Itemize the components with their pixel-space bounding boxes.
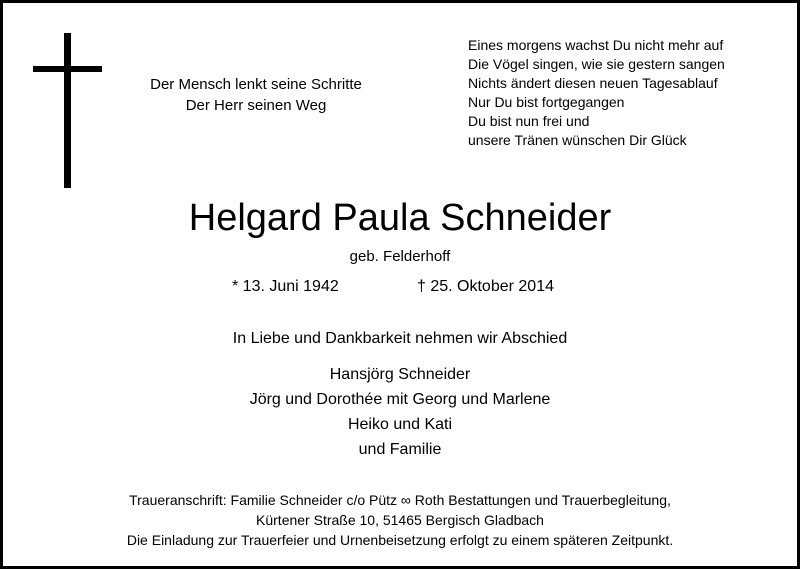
footer-line: Kürtener Straße 10, 51465 Bergisch Gladbach xyxy=(256,512,544,528)
mourner-line: Jörg und Dorothée mit Georg und Marlene xyxy=(249,391,551,408)
mourners-list xyxy=(0,362,800,462)
cross-vertical-bar xyxy=(64,33,71,188)
mourner-line: und Familie xyxy=(358,441,442,458)
cross-icon xyxy=(33,33,102,188)
poem-line: Die Vögel singen, wie sie gestern sangen xyxy=(468,56,725,72)
footer-line: Traueranschrift: Familie Schneider c/o Pütz ∞ Roth Bestattungen und Trauerbegleitung, xyxy=(129,492,671,508)
mourner-line: Hansjörg Schneider xyxy=(329,366,471,383)
deceased-name: Helgard Paula Schneider xyxy=(188,197,612,239)
cross-horizontal-bar xyxy=(33,66,102,72)
mourning-address xyxy=(0,490,800,550)
motto-line: Der Mensch lenkt seine Schritte xyxy=(150,76,362,93)
poem-line: Nur Du bist fortgegangen xyxy=(468,94,625,110)
motto-line: Der Herr seinen Weg xyxy=(185,97,327,114)
poem-line: unsere Tränen wünschen Dir Glück xyxy=(468,132,687,148)
poem-line: Eines morgens wachst Du nicht mehr auf xyxy=(468,37,724,53)
footer-line: Die Einladung zur Trauerfeier und Urnenbeisetzung erfolgt zu einem späteren Zeitpunkt. xyxy=(126,532,674,548)
bible-motto xyxy=(130,74,382,116)
poem xyxy=(468,36,788,150)
farewell-text: In Liebe und Dankbarkeit nehmen wir Abschied xyxy=(232,330,568,347)
death-date: † 25. Oktober 2014 xyxy=(417,278,554,295)
poem-line: Du bist nun frei und xyxy=(468,113,590,129)
mourner-line: Heiko und Kati xyxy=(347,416,453,433)
maiden-name: geb. Felderhoff xyxy=(349,248,451,265)
poem-line: Nichts ändert diesen neuen Tagesablauf xyxy=(468,75,718,91)
birth-date: * 13. Juni 1942 xyxy=(232,278,339,295)
